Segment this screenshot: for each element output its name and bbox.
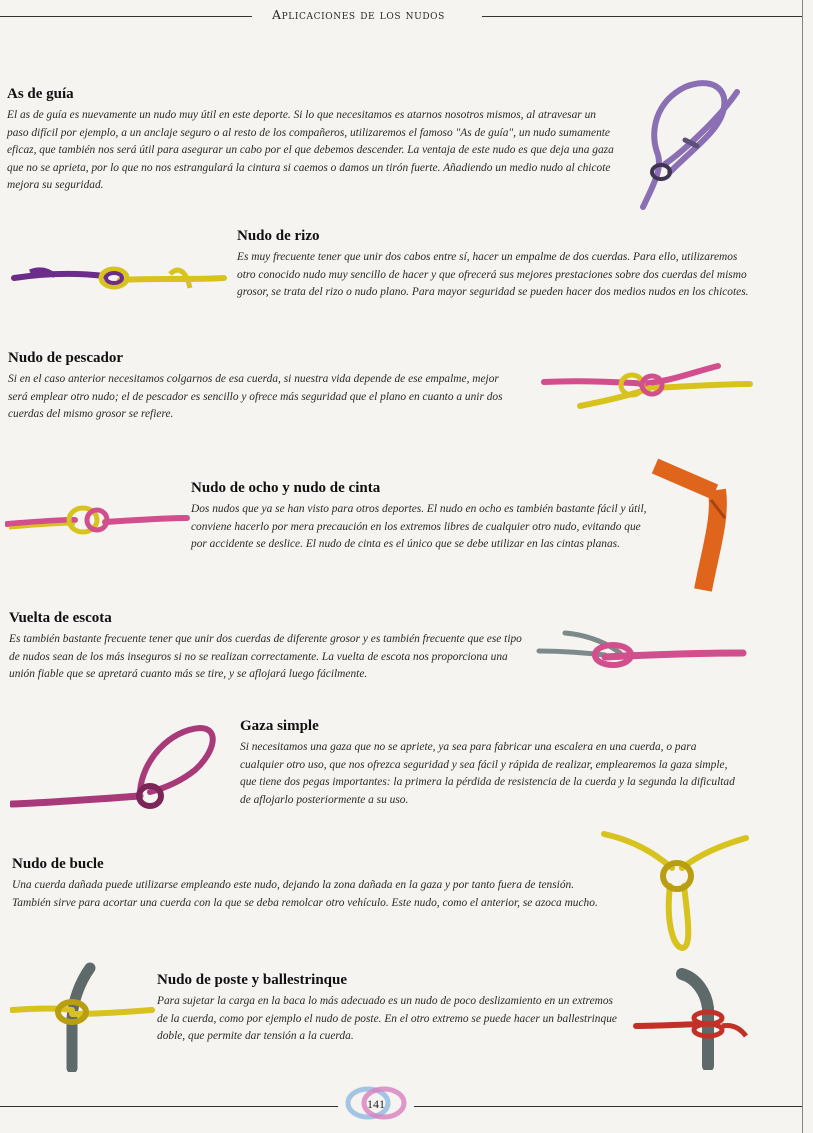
header-rule-right [482,16,802,17]
clove-hitch-illustration [632,968,750,1070]
section-nudo-de-poste [157,972,621,1046]
section-nudo-de-ocho [191,480,653,554]
fisherman-knot-illustration [540,360,755,412]
section-nudo-de-rizo [237,228,751,302]
section-title: As de guía [7,86,74,102]
page-edge-line [802,0,803,1133]
section-text: Si necesitamos una gaza que no se apriete, ya sea para fabricar una escalera en una cuerda, o para cualquier otro uso, que nos ofrezca seguridad y sea fácil y rápida de realizar, emplearemos la gaza simple, que tiene dos pegas importantes: la primera la pérdida de resistencia de la cuerda y la segunda la dificultad de aflojarlo posteriormente a su uso. [240,741,735,806]
reef-knot-illustration [10,258,230,303]
bowline-knot-illustration [625,72,750,217]
footer-rule-left [0,1106,338,1107]
section-title: Nudo de rizo [237,228,320,244]
header-rule-left [0,16,252,17]
page-number-ornament [340,1083,412,1123]
section-title: Nudo de ocho y nudo de cinta [191,480,381,496]
section-vuelta-de-escota [9,610,523,684]
section-title: Gaza simple [240,718,319,734]
post-knot-illustration [10,962,155,1072]
loop-knot-illustration [600,828,750,956]
figure-eight-knot-illustration [5,500,190,540]
section-title: Nudo de pescador [8,350,124,366]
section-text: Para sujetar la carga en la baca lo más adecuado es un nudo de poco deslizamiento en un extremos de la cuerda, como por ejemplo el nudo de poste. En el otro extremo se puede hacer un ballestrinque doble, que permite dar tensión a la cuerda. [157,995,617,1042]
section-as-de-guia [7,86,619,195]
running-header: Aplicaciones de los nudos [272,7,445,22]
section-text: El as de guía es nuevamente un nudo muy útil en este deporte. Si lo que necesitamos es atarnos nosotros mismos, al atravesar un paso difícil por ejemplo, a un anclaje seguro o al resto de los compañeros, utilizaremos el famoso "As de guía", un nudo sumamente eficaz, que también nos será útil para asegurar un cabo por el que debemos descender. La ventaja de este nudo es que deja una gaza que no se aprieta, por lo que no nos estrangulará la cintura si caemos o damos un tirón fuerte. Añadiendo un medio nudo al chicote mejora su seguridad. [7,109,614,191]
section-text: Es muy frecuente tener que unir dos cabos entre sí, hacer un empalme de dos cuerdas. Para ello, utilizaremos otro conocido nudo muy sencillo de hacer y que ofrecerá sus mejores prestaciones sobre dos cuerdas del mismo grosor, se trata del rizo o nudo plano. Para mayor seguridad se pueden hacer dos medios nudos en los chicotes. [237,251,749,298]
tape-knot-illustration [645,458,730,593]
section-title: Nudo de bucle [12,856,104,872]
section-text: Una cuerda dañada puede utilizarse empleando este nudo, dejando la zona dañada en la gaza y por tanto fuera de tensión. También sirve para acortar una cuerda con la que se deba remolcar otro vehículo. Este nudo, como el anterior, se azoca mucho. [12,879,598,909]
section-nudo-de-bucle [12,856,612,912]
simple-loop-illustration [10,720,220,812]
section-text: Dos nudos que ya se han visto para otros deportes. El nudo en ocho es también bastante fácil y útil, conviene hacerlo por mera precaución en los extremos libres de cualquier otro nudo, evitando que por accidente se deslice. El nudo de cinta es el único que se debe utilizar en las cintas planas. [191,503,647,550]
footer-rule-right [414,1106,802,1107]
page-number: 141 [367,1097,385,1111]
section-text: Es también bastante frecuente tener que unir dos cuerdas de diferente grosor y es también frecuente que ese tipo de nudos sean de los más inseguros si no se realizan correctamente. La vuelta de escota nos proporciona una unión fiable que se apretará cuanto más se tire, y se aflojará luego fácilmente. [9,633,522,680]
section-title: Nudo de poste y ballestrinque [157,972,348,988]
section-text: Si en el caso anterior necesitamos colgarnos de esa cuerda, si nuestra vida depende de ese empalme, mejor será emplear otro nudo; el de pescador es sencillo y ofrece más seguridad que el plano en cuanto a unir dos cuerdas del mismo grosor se refiere. [8,373,503,420]
section-nudo-de-pescador [8,350,508,424]
sheet-bend-illustration [535,625,747,673]
section-title: Vuelta de escota [9,610,112,626]
section-gaza-simple [240,718,740,809]
